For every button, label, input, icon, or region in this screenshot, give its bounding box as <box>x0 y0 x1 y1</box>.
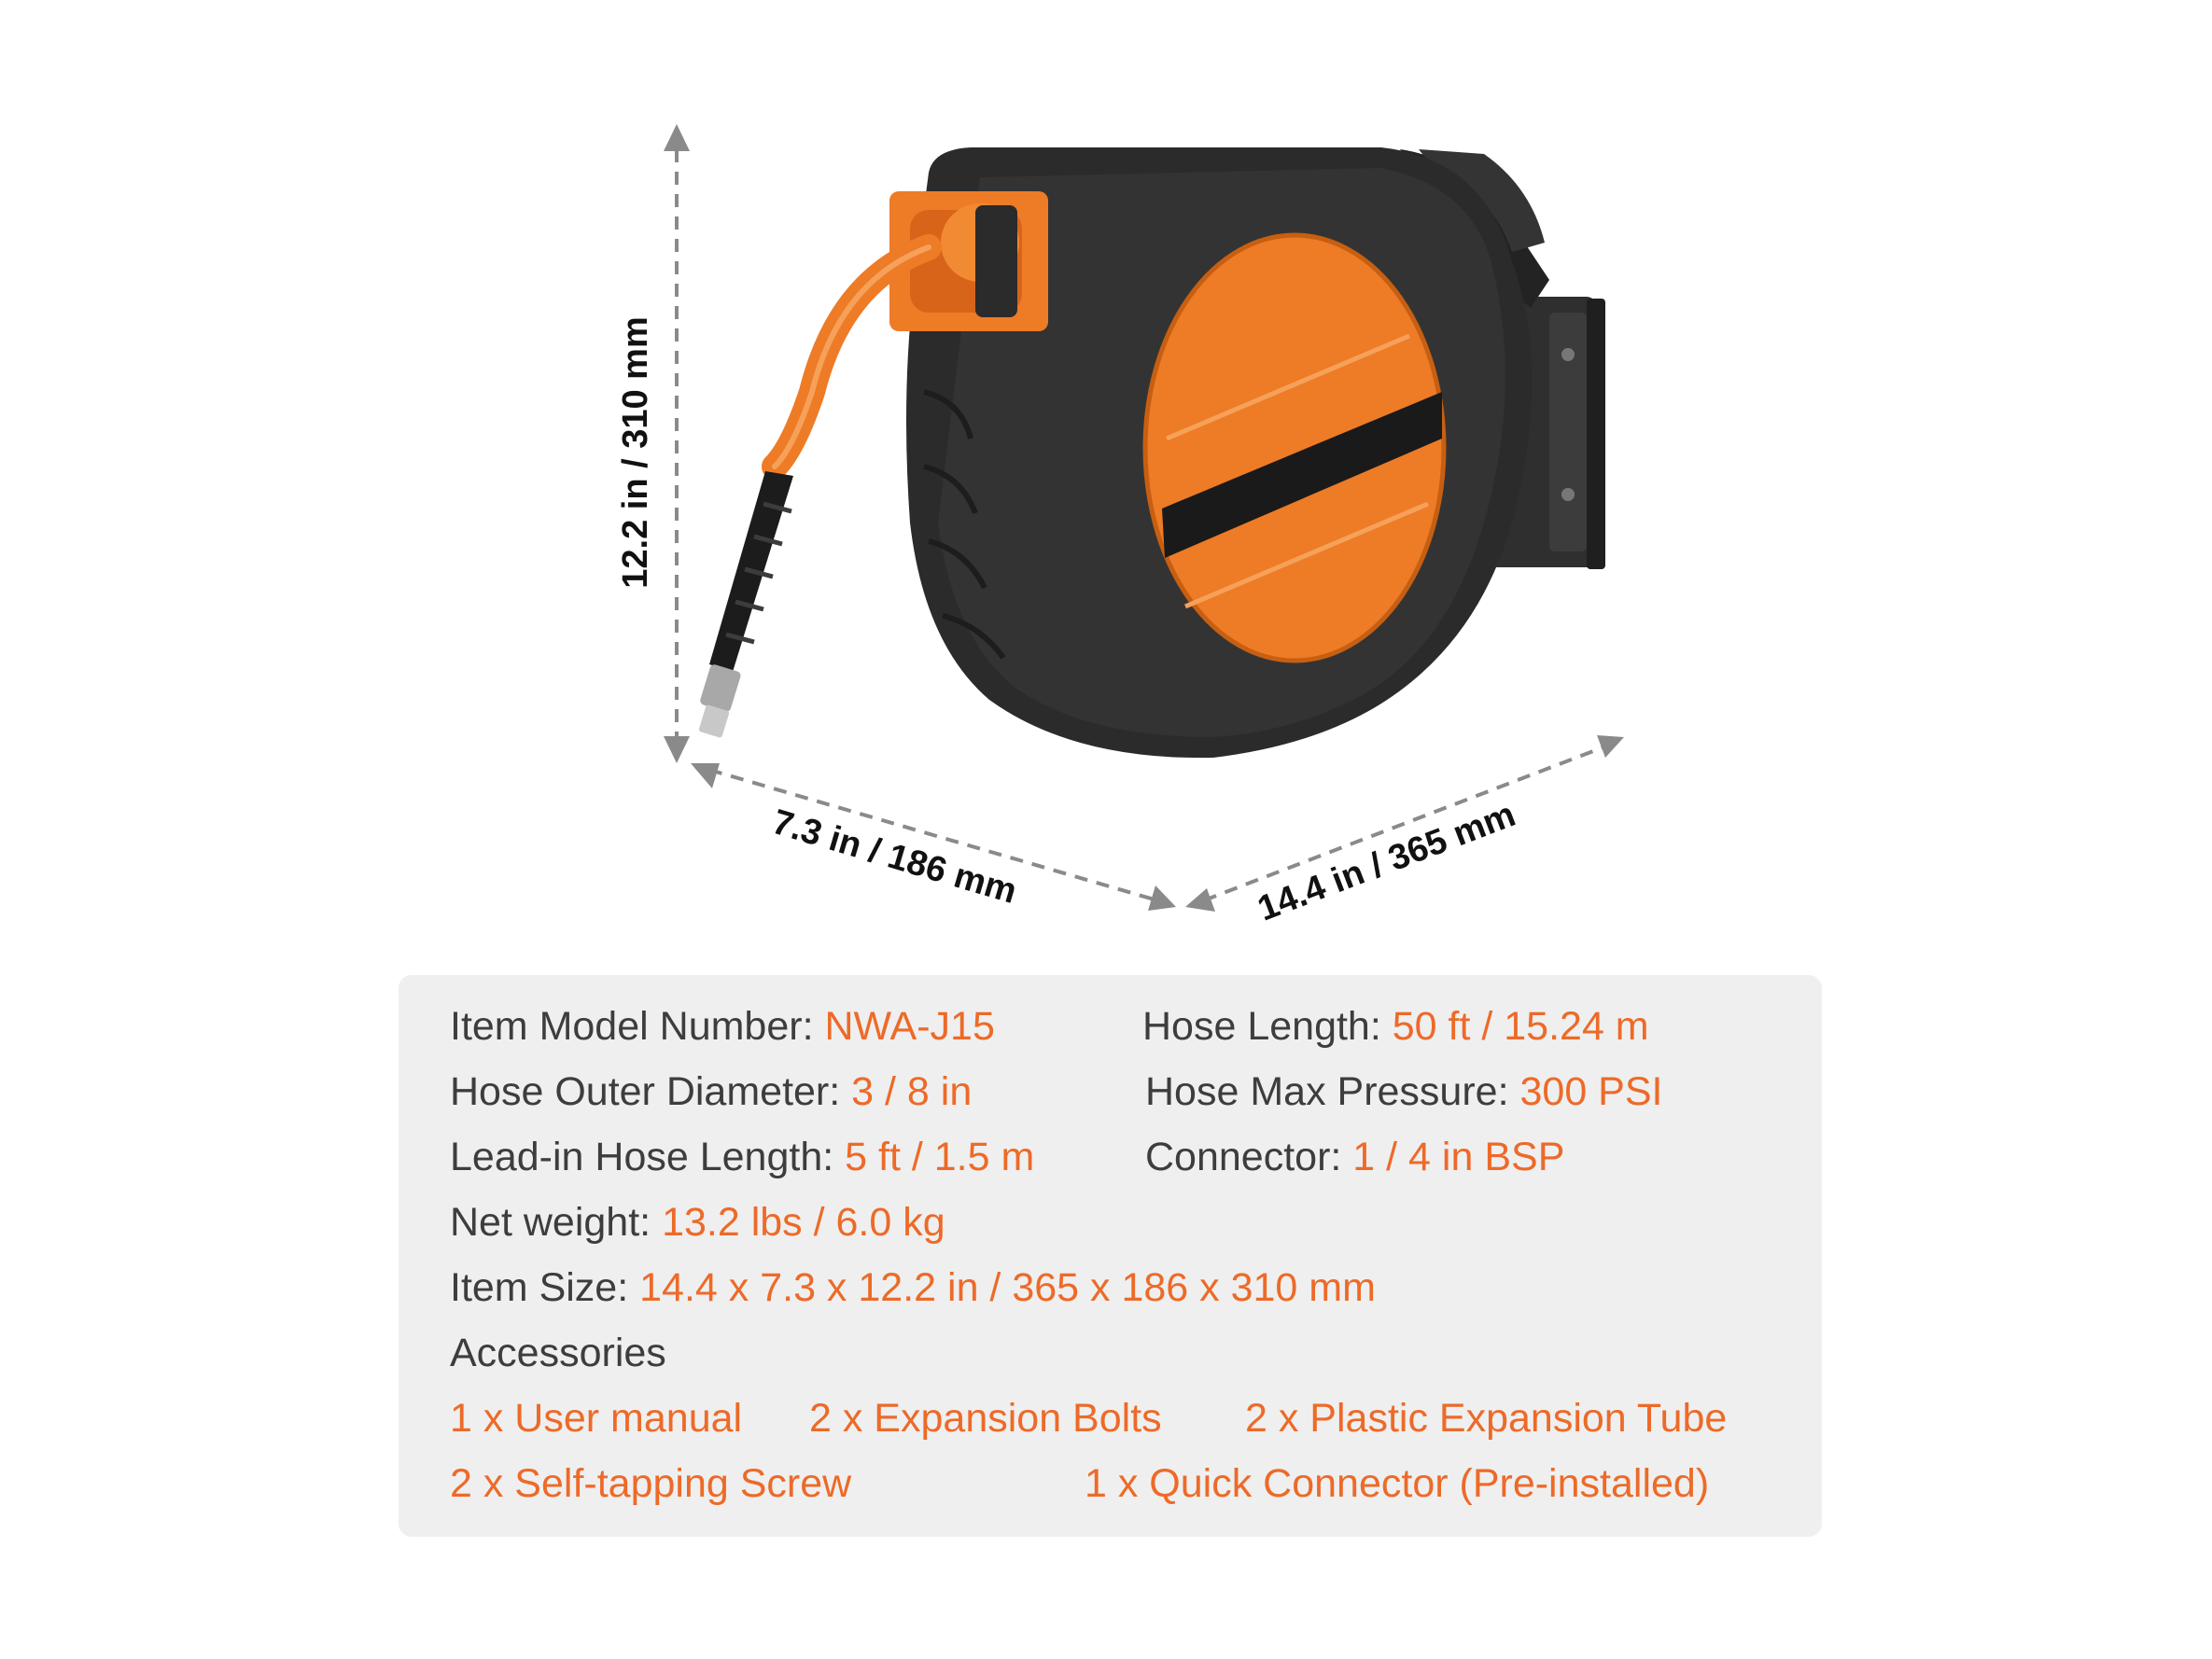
spec-lead-in-length: Lead-in Hose Length: 5 ft / 1.5 m <box>450 1135 1035 1179</box>
height-arrow-bottom-icon <box>664 736 690 763</box>
specification-panel <box>399 975 1822 1537</box>
reel-side-cover <box>1145 235 1444 661</box>
width-dimension-label: 14.4 in / 365 mm <box>1253 794 1521 929</box>
accessory-item: 2 x Plastic Expansion Tube <box>1245 1396 1728 1441</box>
spec-outer-diameter: Hose Outer Diameter: 3 / 8 in <box>450 1069 973 1114</box>
accessories-title: Accessories <box>450 1331 666 1375</box>
depth-arrow-right-icon <box>1148 885 1176 911</box>
spec-hose-length: Hose Length: 50 ft / 15.24 m <box>1142 1004 1649 1049</box>
spec-item-size: Item Size: 14.4 x 7.3 x 12.2 in / 365 x 186 x 310 mm <box>450 1265 1376 1310</box>
accessory-item: 1 x User manual <box>450 1396 743 1441</box>
height-arrow-top-icon <box>664 124 690 151</box>
height-dimension-label: 12.2 in / 310 mm <box>616 316 655 589</box>
spec-max-pressure: Hose Max Pressure: 300 PSI <box>1145 1069 1663 1114</box>
quick-connector <box>698 663 742 738</box>
accessory-item: 1 x Quick Connector (Pre-installed) <box>1085 1461 1710 1506</box>
spec-model: Item Model Number: NWA-J15 <box>450 1004 995 1049</box>
spec-connector: Connector: 1 / 4 in BSP <box>1145 1135 1565 1179</box>
accessory-item: 2 x Expansion Bolts <box>809 1396 1162 1441</box>
hose-strain-relief <box>709 471 793 672</box>
accessory-item: 2 x Self-tapping Screw <box>450 1461 852 1506</box>
hose-reel-illustration <box>698 147 1605 758</box>
spec-net-weight: Net weight: 13.2 lbs / 6.0 kg <box>450 1200 945 1245</box>
width-arrow-left-icon <box>1185 888 1215 912</box>
depth-arrow-left-icon <box>691 763 720 788</box>
depth-dimension-label: 7.3 in / 186 mm <box>767 802 1021 913</box>
